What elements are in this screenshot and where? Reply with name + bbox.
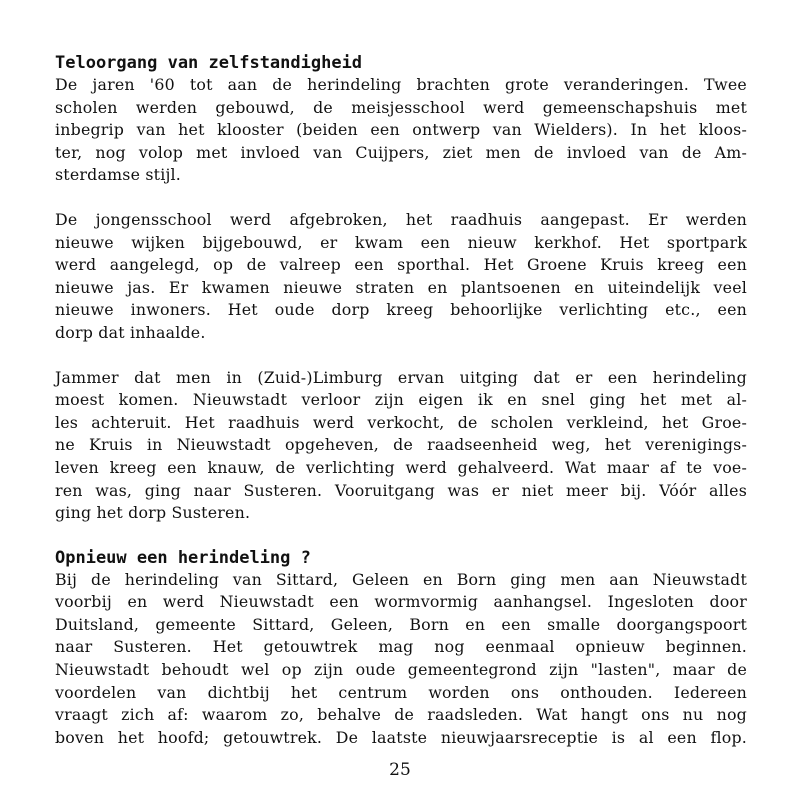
text-line: moest komen. Nieuwstadt verloor zijn eigen ik en snel ging het met al- — [55, 390, 747, 410]
text-line: nieuwe wijken bijgebouwd, er kwam een nieuw kerkhof. Het sportpark — [55, 232, 747, 252]
text-line: ter, nog volop met invloed van Cuijpers, ziet men de invloed van de Am- — [55, 142, 747, 162]
page-content — [55, 52, 747, 749]
paragraph-3 — [55, 367, 747, 525]
text-line: boven het hoofd; getouwtrek. De laatste nieuwjaarsreceptie is al een flop. — [55, 727, 747, 747]
paragraph-1 — [55, 74, 747, 187]
text-line: Duitsland, gemeente Sittard, Geleen, Born en een smalle doorgangspoort — [55, 614, 747, 634]
text-line: vraagt zich af: waarom zo, behalve de raadsleden. Wat hangt ons nu nog — [55, 705, 747, 725]
paragraph-2 — [55, 209, 747, 345]
text-line: ging het dorp Susteren. — [55, 503, 251, 523]
text-line: werd aangelegd, op de valreep een sporthal. Het Groene Kruis kreeg een — [55, 255, 747, 275]
text-line: voordelen van dichtbij het centrum worden ons onthouden. Iedereen — [55, 682, 747, 702]
text-line: ne Kruis in Nieuwstadt opgeheven, de raadseenheid weg, het verenigings- — [55, 435, 747, 455]
page-number: 25 — [389, 760, 411, 780]
section-heading-2: Opnieuw een herindeling ? — [55, 547, 311, 568]
text-line: sterdamse stijl. — [55, 165, 182, 185]
paragraph-4 — [55, 569, 747, 750]
text-line: leven kreeg een knauw, de verlichting werd gehalveerd. Wat maar af te voe- — [55, 457, 747, 477]
text-line: scholen werden gebouwd, de meisjesschool werd gemeenschapshuis met — [55, 97, 747, 117]
text-line: les achteruit. Het raadhuis werd verkocht, de scholen verkleind, het Groe- — [55, 412, 747, 432]
text-line: voorbij en werd Nieuwstadt een wormvormig aanhangsel. Ingesloten door — [55, 592, 747, 612]
text-line: Jammer dat men in (Zuid-)Limburg ervan uitging dat er een herindeling — [55, 367, 747, 387]
text-line: nieuwe jas. Er kwamen nieuwe straten en plantsoenen en uiteindelijk veel — [55, 277, 747, 297]
text-line: Bij de herindeling van Sittard, Geleen en Born ging men aan Nieuwstadt — [55, 569, 747, 589]
text-line: nieuwe inwoners. Het oude dorp kreeg behoorlijke verlichting etc., een — [55, 300, 747, 320]
text-line: Nieuwstadt behoudt wel op zijn oude gemeentegrond zijn "lasten", maar de — [55, 660, 747, 680]
text-line: De jaren '60 tot aan de herindeling brachten grote veranderingen. Twee — [55, 75, 747, 94]
text-line: ren was, ging naar Susteren. Vooruitgang was er niet meer bij. Vóór alles — [55, 480, 747, 500]
text-line: naar Susteren. Het getouwtrek mag nog eenmaal opnieuw beginnen. — [55, 637, 747, 657]
section-heading-1: Teloorgang van zelfstandigheid — [55, 53, 363, 73]
text-line: dorp dat inhaalde. — [55, 322, 206, 342]
text-line: inbegrip van het klooster (beiden een ontwerp van Wielders). In het kloos- — [55, 120, 747, 140]
text-line: De jongensschool werd afgebroken, het raadhuis aangepast. Er werden — [55, 209, 747, 229]
